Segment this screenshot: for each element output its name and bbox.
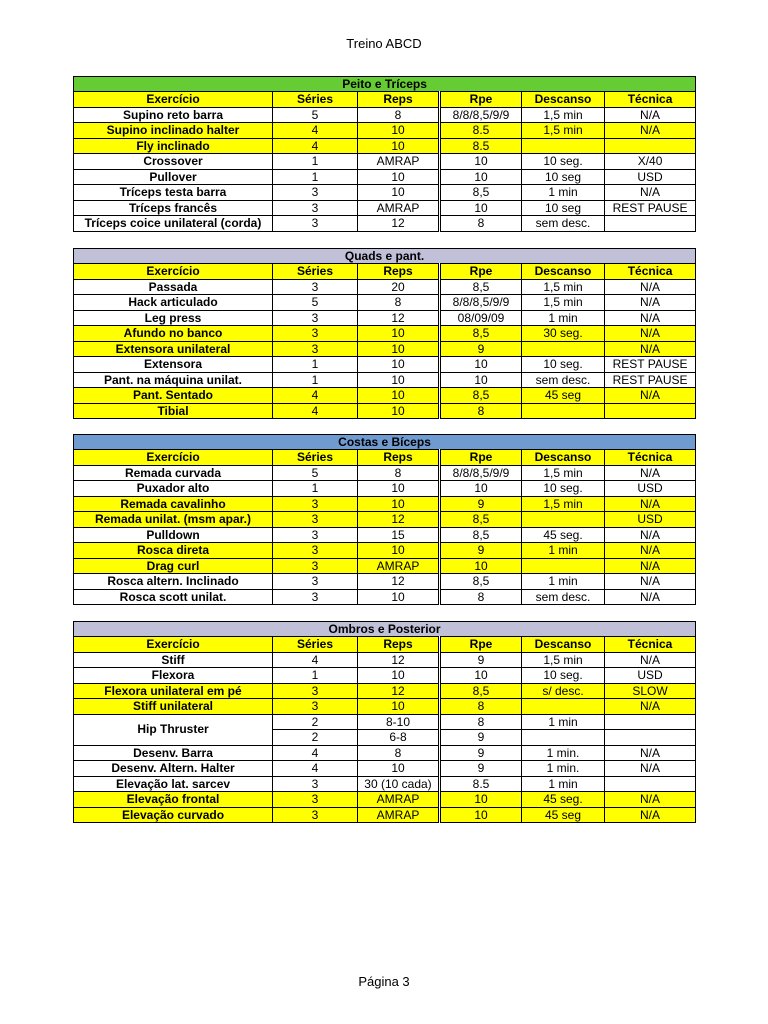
cell-series: 3 xyxy=(273,310,358,326)
cell-technique: N/A xyxy=(605,527,696,543)
cell-technique xyxy=(605,730,696,746)
cell-reps: 6-8 xyxy=(358,730,440,746)
cell-technique: N/A xyxy=(605,807,696,823)
table-row xyxy=(74,527,696,543)
column-header-series: Séries xyxy=(273,637,358,653)
column-header-rest: Descanso xyxy=(522,264,605,280)
cell-series: 3 xyxy=(273,699,358,715)
table-row xyxy=(74,807,696,823)
cell-series: 1 xyxy=(273,357,358,373)
cell-reps: 10 xyxy=(358,589,440,605)
cell-series: 1 xyxy=(273,668,358,684)
cell-rpe: 8.5 xyxy=(440,123,522,139)
cell-reps: 8 xyxy=(358,465,440,481)
table-row xyxy=(74,200,696,216)
table-peito-triceps xyxy=(73,76,696,232)
cell-reps: 12 xyxy=(358,512,440,528)
cell-exercise: Elevação frontal xyxy=(74,792,273,808)
cell-rest xyxy=(522,558,605,574)
cell-technique xyxy=(605,138,696,154)
table-row xyxy=(74,574,696,590)
cell-rest xyxy=(522,341,605,357)
cell-rest: 1,5 min xyxy=(522,279,605,295)
table-header-row xyxy=(74,264,696,280)
cell-series: 1 xyxy=(273,169,358,185)
cell-technique: USD xyxy=(605,512,696,528)
cell-series: 4 xyxy=(273,403,358,419)
cell-technique: USD xyxy=(605,169,696,185)
cell-reps: AMRAP xyxy=(358,792,440,808)
cell-technique: N/A xyxy=(605,326,696,342)
cell-reps: 10 xyxy=(358,481,440,497)
cell-rpe: 10 xyxy=(440,154,522,170)
cell-series: 3 xyxy=(273,792,358,808)
cell-technique: USD xyxy=(605,668,696,684)
cell-exercise: Pant. na máquina unilat. xyxy=(74,372,273,388)
cell-rest: 1 min. xyxy=(522,761,605,777)
table-row xyxy=(74,279,696,295)
cell-rpe: 9 xyxy=(440,761,522,777)
cell-exercise: Tríceps testa barra xyxy=(74,185,273,201)
table-row xyxy=(74,403,696,419)
table-quads-pant xyxy=(73,248,696,419)
column-header-rpe: Rpe xyxy=(440,637,522,653)
table-row xyxy=(74,543,696,559)
cell-technique: N/A xyxy=(605,699,696,715)
cell-series: 1 xyxy=(273,154,358,170)
cell-reps: 15 xyxy=(358,527,440,543)
cell-technique: N/A xyxy=(605,279,696,295)
cell-rpe: 8 xyxy=(440,699,522,715)
cell-reps: 10 xyxy=(358,326,440,342)
cell-series: 3 xyxy=(273,776,358,792)
cell-reps: 12 xyxy=(358,216,440,232)
cell-series: 3 xyxy=(273,216,358,232)
cell-rpe: 10 xyxy=(440,357,522,373)
cell-rpe: 8 xyxy=(440,589,522,605)
cell-rpe: 08/09/09 xyxy=(440,310,522,326)
cell-technique: REST PAUSE xyxy=(605,200,696,216)
cell-rpe: 9 xyxy=(440,652,522,668)
cell-series: 4 xyxy=(273,745,358,761)
column-header-rest: Descanso xyxy=(522,92,605,108)
cell-reps: 8-10 xyxy=(358,714,440,730)
cell-exercise: Remada curvada xyxy=(74,465,273,481)
cell-series: 3 xyxy=(273,512,358,528)
cell-rpe: 8,5 xyxy=(440,388,522,404)
cell-rest: s/ desc. xyxy=(522,683,605,699)
cell-reps: 10 xyxy=(358,185,440,201)
cell-rpe: 9 xyxy=(440,730,522,746)
cell-rpe: 8/8/8,5/9/9 xyxy=(440,295,522,311)
cell-exercise: Elevação lat. sarcev xyxy=(74,776,273,792)
cell-technique: N/A xyxy=(605,388,696,404)
cell-exercise: Puxador alto xyxy=(74,481,273,497)
cell-reps: 12 xyxy=(358,683,440,699)
table-row xyxy=(74,683,696,699)
cell-technique xyxy=(605,776,696,792)
table-row xyxy=(74,216,696,232)
cell-rpe: 9 xyxy=(440,543,522,559)
cell-reps: 10 xyxy=(358,372,440,388)
cell-series: 3 xyxy=(273,558,358,574)
cell-rest: 30 seg. xyxy=(522,326,605,342)
cell-series: 1 xyxy=(273,481,358,497)
cell-series: 3 xyxy=(273,683,358,699)
cell-rest: sem desc. xyxy=(522,216,605,232)
cell-reps: 12 xyxy=(358,652,440,668)
cell-technique: N/A xyxy=(605,107,696,123)
column-header-exercise: Exercício xyxy=(74,450,273,466)
cell-technique: SLOW xyxy=(605,683,696,699)
column-header-rest: Descanso xyxy=(522,450,605,466)
column-header-rpe: Rpe xyxy=(440,92,522,108)
cell-series: 3 xyxy=(273,527,358,543)
column-header-series: Séries xyxy=(273,92,358,108)
cell-exercise: Extensora xyxy=(74,357,273,373)
cell-reps: 10 xyxy=(358,668,440,684)
column-header-reps: Reps xyxy=(358,450,440,466)
cell-series: 3 xyxy=(273,326,358,342)
cell-exercise: Tríceps francês xyxy=(74,200,273,216)
cell-exercise: Tibial xyxy=(74,403,273,419)
cell-technique xyxy=(605,403,696,419)
table-row xyxy=(74,388,696,404)
table-row xyxy=(74,372,696,388)
cell-rest: 1 min xyxy=(522,543,605,559)
cell-technique: N/A xyxy=(605,792,696,808)
cell-exercise: Rosca scott unilat. xyxy=(74,589,273,605)
table-header-row xyxy=(74,637,696,653)
column-header-technique: Técnica xyxy=(605,637,696,653)
column-header-series: Séries xyxy=(273,264,358,280)
cell-series: 4 xyxy=(273,123,358,139)
cell-rest xyxy=(522,403,605,419)
cell-exercise: Drag curl xyxy=(74,558,273,574)
cell-rest: 1 min xyxy=(522,776,605,792)
cell-technique: X/40 xyxy=(605,154,696,170)
cell-rest: 10 seg. xyxy=(522,357,605,373)
cell-rest: sem desc. xyxy=(522,372,605,388)
section-title: Quads e pant. xyxy=(74,249,696,264)
column-header-technique: Técnica xyxy=(605,264,696,280)
table-row xyxy=(74,295,696,311)
cell-rpe: 10 xyxy=(440,481,522,497)
cell-series: 5 xyxy=(273,465,358,481)
cell-rpe: 8/8/8,5/9/9 xyxy=(440,465,522,481)
table-row xyxy=(74,792,696,808)
cell-rpe: 10 xyxy=(440,792,522,808)
cell-exercise: Pullover xyxy=(74,169,273,185)
cell-rest: 45 seg xyxy=(522,807,605,823)
cell-exercise: Leg press xyxy=(74,310,273,326)
table-row xyxy=(74,589,696,605)
cell-exercise: Rosca altern. Inclinado xyxy=(74,574,273,590)
cell-reps: 8 xyxy=(358,295,440,311)
column-header-reps: Reps xyxy=(358,92,440,108)
table-row xyxy=(74,776,696,792)
table-row xyxy=(74,138,696,154)
column-header-exercise: Exercício xyxy=(74,92,273,108)
cell-reps: 20 xyxy=(358,279,440,295)
cell-exercise: Elevação curvado xyxy=(74,807,273,823)
cell-series: 2 xyxy=(273,714,358,730)
cell-exercise: Supino inclinado halter xyxy=(74,123,273,139)
cell-rpe: 8 xyxy=(440,216,522,232)
cell-rpe: 8 xyxy=(440,714,522,730)
cell-rpe: 8,5 xyxy=(440,512,522,528)
cell-rpe: 8,5 xyxy=(440,574,522,590)
cell-series: 4 xyxy=(273,652,358,668)
cell-reps: 10 xyxy=(358,388,440,404)
cell-reps: 10 xyxy=(358,357,440,373)
cell-series: 5 xyxy=(273,295,358,311)
cell-reps: 12 xyxy=(358,310,440,326)
cell-series: 5 xyxy=(273,107,358,123)
cell-rpe: 9 xyxy=(440,496,522,512)
cell-rpe: 10 xyxy=(440,372,522,388)
cell-exercise: Pant. Sentado xyxy=(74,388,273,404)
column-header-rest: Descanso xyxy=(522,637,605,653)
table-row xyxy=(74,154,696,170)
cell-rest xyxy=(522,699,605,715)
cell-series: 3 xyxy=(273,543,358,559)
cell-rest: 1,5 min xyxy=(522,652,605,668)
cell-series: 2 xyxy=(273,730,358,746)
cell-exercise: Hip Thruster xyxy=(74,714,273,745)
cell-reps: 12 xyxy=(358,574,440,590)
cell-technique: N/A xyxy=(605,465,696,481)
cell-reps: 10 xyxy=(358,699,440,715)
cell-rest: 10 seg xyxy=(522,169,605,185)
cell-series: 4 xyxy=(273,388,358,404)
cell-technique: N/A xyxy=(605,745,696,761)
cell-rpe: 10 xyxy=(440,668,522,684)
cell-rest: 10 seg. xyxy=(522,481,605,497)
cell-exercise: Stiff xyxy=(74,652,273,668)
cell-technique: N/A xyxy=(605,543,696,559)
page-header: Treino ABCD xyxy=(346,36,422,51)
cell-exercise: Crossover xyxy=(74,154,273,170)
cell-exercise: Desenv. Altern. Halter xyxy=(74,761,273,777)
table-row xyxy=(74,357,696,373)
cell-exercise: Extensora unilateral xyxy=(74,341,273,357)
table-row xyxy=(74,185,696,201)
table-row xyxy=(74,512,696,528)
cell-rest: 1 min. xyxy=(522,745,605,761)
cell-technique: N/A xyxy=(605,123,696,139)
table-row xyxy=(74,326,696,342)
cell-rpe: 8,5 xyxy=(440,326,522,342)
cell-technique: N/A xyxy=(605,558,696,574)
cell-technique xyxy=(605,216,696,232)
cell-series: 3 xyxy=(273,807,358,823)
section-title: Costas e Bíceps xyxy=(74,435,696,450)
cell-rest: 1,5 min xyxy=(522,123,605,139)
cell-exercise: Rosca direta xyxy=(74,543,273,559)
column-header-technique: Técnica xyxy=(605,450,696,466)
cell-series: 4 xyxy=(273,138,358,154)
cell-rest: 10 seg. xyxy=(522,154,605,170)
table-row xyxy=(74,714,696,730)
cell-rpe: 8,5 xyxy=(440,683,522,699)
cell-exercise: Passada xyxy=(74,279,273,295)
table-row xyxy=(74,107,696,123)
cell-rest: 10 seg. xyxy=(522,668,605,684)
cell-technique: N/A xyxy=(605,496,696,512)
cell-reps: 10 xyxy=(358,169,440,185)
cell-series: 3 xyxy=(273,574,358,590)
cell-technique: N/A xyxy=(605,310,696,326)
cell-reps: 10 xyxy=(358,761,440,777)
table-header-row xyxy=(74,450,696,466)
cell-rpe: 8,5 xyxy=(440,527,522,543)
cell-rest: 1,5 min xyxy=(522,496,605,512)
cell-rpe: 10 xyxy=(440,200,522,216)
cell-exercise: Remada unilat. (msm apar.) xyxy=(74,512,273,528)
table-ombros-posterior xyxy=(73,621,696,823)
cell-exercise: Remada cavalinho xyxy=(74,496,273,512)
table-row xyxy=(74,699,696,715)
cell-series: 4 xyxy=(273,761,358,777)
column-header-rpe: Rpe xyxy=(440,264,522,280)
cell-reps: AMRAP xyxy=(358,154,440,170)
table-row xyxy=(74,341,696,357)
cell-exercise: Flexora unilateral em pé xyxy=(74,683,273,699)
cell-exercise: Desenv. Barra xyxy=(74,745,273,761)
cell-rest: 1 min xyxy=(522,574,605,590)
column-header-series: Séries xyxy=(273,450,358,466)
cell-rpe: 9 xyxy=(440,341,522,357)
cell-reps: 30 (10 cada) xyxy=(358,776,440,792)
cell-rest: 1,5 min xyxy=(522,295,605,311)
cell-rest: 1 min xyxy=(522,185,605,201)
table-row xyxy=(74,481,696,497)
cell-rest: 45 seg. xyxy=(522,527,605,543)
table-header-row xyxy=(74,92,696,108)
cell-technique: REST PAUSE xyxy=(605,372,696,388)
cell-technique: N/A xyxy=(605,574,696,590)
cell-technique: N/A xyxy=(605,589,696,605)
cell-reps: AMRAP xyxy=(358,807,440,823)
cell-rest: 1,5 min xyxy=(522,107,605,123)
cell-rpe: 8.5 xyxy=(440,138,522,154)
column-header-reps: Reps xyxy=(358,264,440,280)
table-row xyxy=(74,668,696,684)
table-row xyxy=(74,652,696,668)
table-row xyxy=(74,465,696,481)
cell-rest: 1 min xyxy=(522,714,605,730)
cell-rest xyxy=(522,138,605,154)
section-title: Peito e Tríceps xyxy=(74,77,696,92)
cell-reps: 10 xyxy=(358,341,440,357)
column-header-rpe: Rpe xyxy=(440,450,522,466)
table-row xyxy=(74,169,696,185)
cell-reps: 10 xyxy=(358,543,440,559)
table-row xyxy=(74,761,696,777)
table-row xyxy=(74,558,696,574)
cell-rpe: 10 xyxy=(440,807,522,823)
cell-exercise: Fly inclinado xyxy=(74,138,273,154)
cell-exercise: Afundo no banco xyxy=(74,326,273,342)
column-header-exercise: Exercício xyxy=(74,264,273,280)
cell-technique xyxy=(605,714,696,730)
cell-rpe: 8,5 xyxy=(440,185,522,201)
cell-rpe: 8/8/8,5/9/9 xyxy=(440,107,522,123)
cell-reps: 8 xyxy=(358,107,440,123)
cell-rpe: 10 xyxy=(440,169,522,185)
cell-rpe: 8 xyxy=(440,403,522,419)
table-row xyxy=(74,310,696,326)
cell-rest: 45 seg xyxy=(522,388,605,404)
cell-reps: 10 xyxy=(358,496,440,512)
column-header-reps: Reps xyxy=(358,637,440,653)
cell-reps: 10 xyxy=(358,138,440,154)
cell-exercise: Stiff unilateral xyxy=(74,699,273,715)
cell-exercise: Hack articulado xyxy=(74,295,273,311)
cell-series: 3 xyxy=(273,589,358,605)
cell-exercise: Supino reto barra xyxy=(74,107,273,123)
cell-exercise: Pulldown xyxy=(74,527,273,543)
cell-rpe: 9 xyxy=(440,745,522,761)
cell-rpe: 8.5 xyxy=(440,776,522,792)
cell-rest: 1 min xyxy=(522,310,605,326)
page-footer: Página 3 xyxy=(358,974,410,989)
cell-rest: 10 seg xyxy=(522,200,605,216)
cell-technique: N/A xyxy=(605,341,696,357)
cell-series: 3 xyxy=(273,496,358,512)
table-row xyxy=(74,496,696,512)
cell-series: 3 xyxy=(273,185,358,201)
column-header-technique: Técnica xyxy=(605,92,696,108)
cell-technique: N/A xyxy=(605,652,696,668)
cell-technique: REST PAUSE xyxy=(605,357,696,373)
table-row xyxy=(74,745,696,761)
cell-reps: 10 xyxy=(358,403,440,419)
cell-reps: AMRAP xyxy=(358,558,440,574)
cell-exercise: Tríceps coice unilateral (corda) xyxy=(74,216,273,232)
cell-reps: 10 xyxy=(358,123,440,139)
cell-rest xyxy=(522,730,605,746)
table-costas-biceps xyxy=(73,434,696,605)
cell-technique: N/A xyxy=(605,295,696,311)
column-header-exercise: Exercício xyxy=(74,637,273,653)
cell-exercise: Flexora xyxy=(74,668,273,684)
cell-technique: USD xyxy=(605,481,696,497)
cell-rest: 45 seg. xyxy=(522,792,605,808)
table-row xyxy=(74,123,696,139)
cell-series: 1 xyxy=(273,372,358,388)
cell-rpe: 10 xyxy=(440,558,522,574)
cell-series: 3 xyxy=(273,341,358,357)
cell-technique: N/A xyxy=(605,185,696,201)
section-title: Ombros e Posterior xyxy=(74,622,696,637)
cell-reps: 8 xyxy=(358,745,440,761)
cell-rest: sem desc. xyxy=(522,589,605,605)
cell-series: 3 xyxy=(273,279,358,295)
cell-technique: N/A xyxy=(605,761,696,777)
cell-rest xyxy=(522,512,605,528)
cell-rpe: 8,5 xyxy=(440,279,522,295)
cell-series: 3 xyxy=(273,200,358,216)
cell-rest: 1,5 min xyxy=(522,465,605,481)
cell-reps: AMRAP xyxy=(358,200,440,216)
